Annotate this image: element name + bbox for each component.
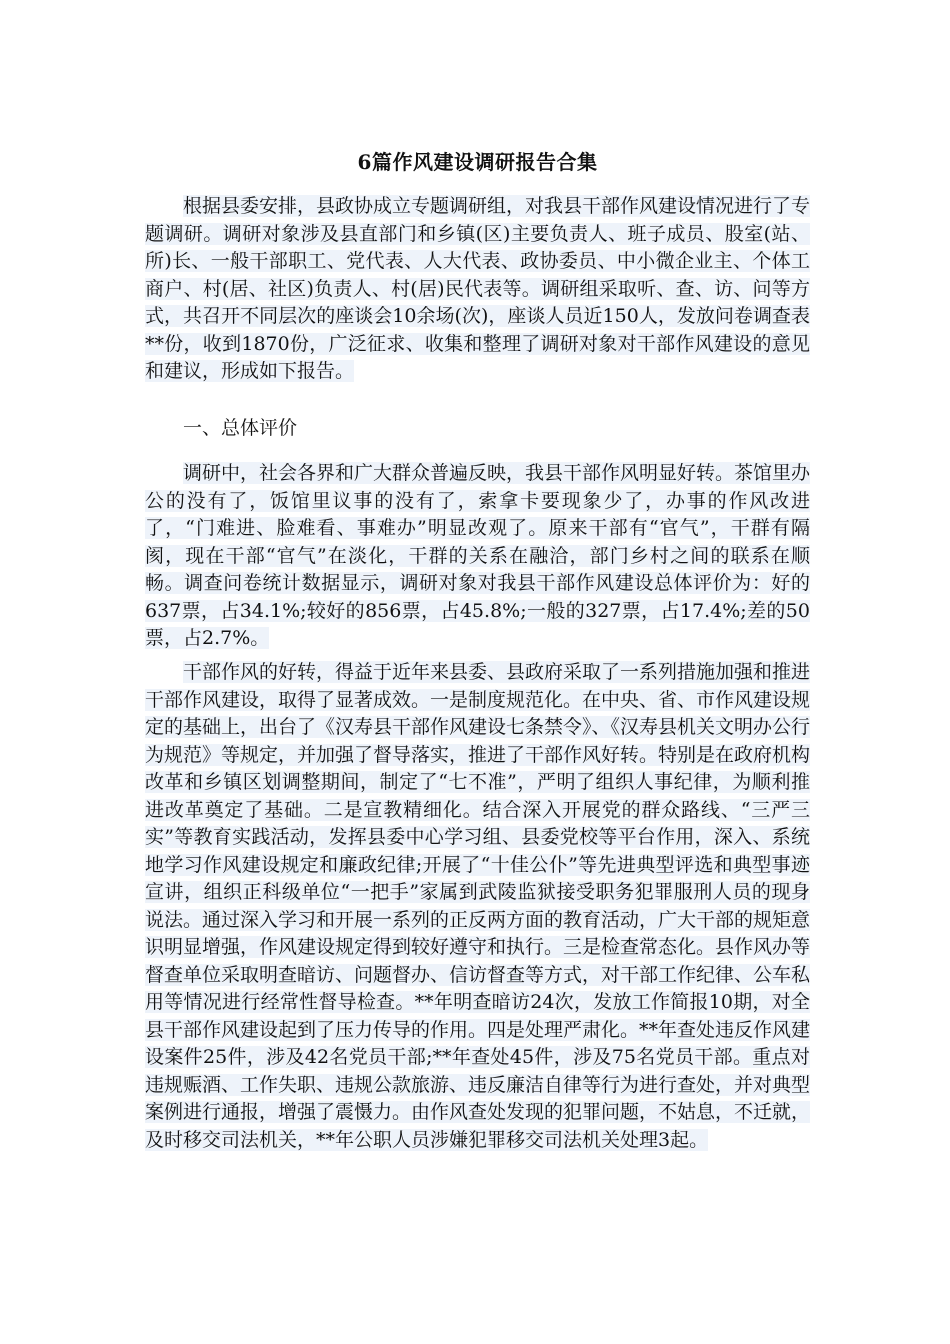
intro-paragraph-text: 根据县委安排，县政协成立专题调研组，对我县干部作风建设情况进行了专题调研。调研对象涉及县直部门和乡镇(区)主要负责人、班子成员、股室(站、所)长、一般干部职工、党代表、人大代表、政协委员、中小微企业主、个体工商户、村(居、社区)负责人、村(居)民代表等。调研组采取听、查、访、问等方式，共召开不同层次的座谈会10余场(次)，座谈人员近150人，发放问卷调查表**份，收到1870份，广泛征求、收集和整理了调研对象对干部作风建设的意见和建议，形成如下报告。: [145, 195, 811, 382]
section-heading: 一、总体评价: [183, 417, 298, 439]
evaluation-paragraph: [145, 460, 810, 653]
evaluation-paragraph-text: 调研中，社会各界和广大群众普遍反映，我县干部作风明显好转。茶馆里办公的没有了，饭馆里议事的没有了，索拿卡要现象少了，办事的作风改进了，“门难进、脸难看、事难办”明显改观了。原来干部有“官气”，干群有隔阂，现在干部“官气”在淡化，干群的关系在融洽，部门乡村之间的联系在顺畅。调查问卷统计数据显示，调研对象对我县干部作风建设总体评价为：好的637票，占34.1%;较好的856票，占45.8%;一般的327票，占17.4%;差的50票，占2.7%。: [145, 462, 811, 649]
measures-paragraph: [145, 659, 810, 1154]
document-title: 6篇作风建设调研报告合集: [357, 150, 598, 174]
measures-paragraph-text: 干部作风的好转，得益于近年来县委、县政府采取了一系列措施加强和推进干部作风建设，取得了显著成效。一是制度规范化。在中央、省、市作风建设规定的基础上，出台了《汉寿县干部作风建设七条禁令》、《汉寿县机关文明办公行为规范》等规定，并加强了督导落实，推进了干部作风好转。特别是在政府机构改革和乡镇区划调整期间，制定了“七不准”，严明了组织人事纪律，为顺利推进改革奠定了基础。二是宣教精细化。结合深入开展党的群众路线、“三严三实”等教育实践活动，发挥县委中心学习组、县委党校等平台作用，深入、系统地学习作风建设规定和廉政纪律;开展了“十佳公仆”等先进典型评选和典型事迹宣讲，组织正科级单位“一把手”家属到武陵监狱接受职务犯罪服刑人员的现身说法。通过深入学习和开展一系列的正反两方面的教育活动，广大干部的规矩意识明显增强，作风建设规定得到较好遵守和执行。三是检查常态化。县作风办等督查单位采取明查暗访、问题督办、信访督查等方式，对干部工作纪律、公车私用等情况进行经常性督导检查。**年明查暗访24次，发放工作简报10期，对全县干部作风建设起到了压力传导的作用。四是处理严肃化。**年查处违反作风建设案件25件，涉及42名党员干部;**年查处45件，涉及75名党员干部。重点对违规赈酒、工作失职、违规公款旅游、违反廉洁自律等行为进行查处，并对典型案例进行通报，增强了震慑力。由作风查处发现的犯罪问题，不姑息，不迁就，及时移交司法机关，**年公职人员涉嫌犯罪移交司法机关处理3起。: [145, 661, 811, 1151]
intro-paragraph: [145, 193, 810, 386]
